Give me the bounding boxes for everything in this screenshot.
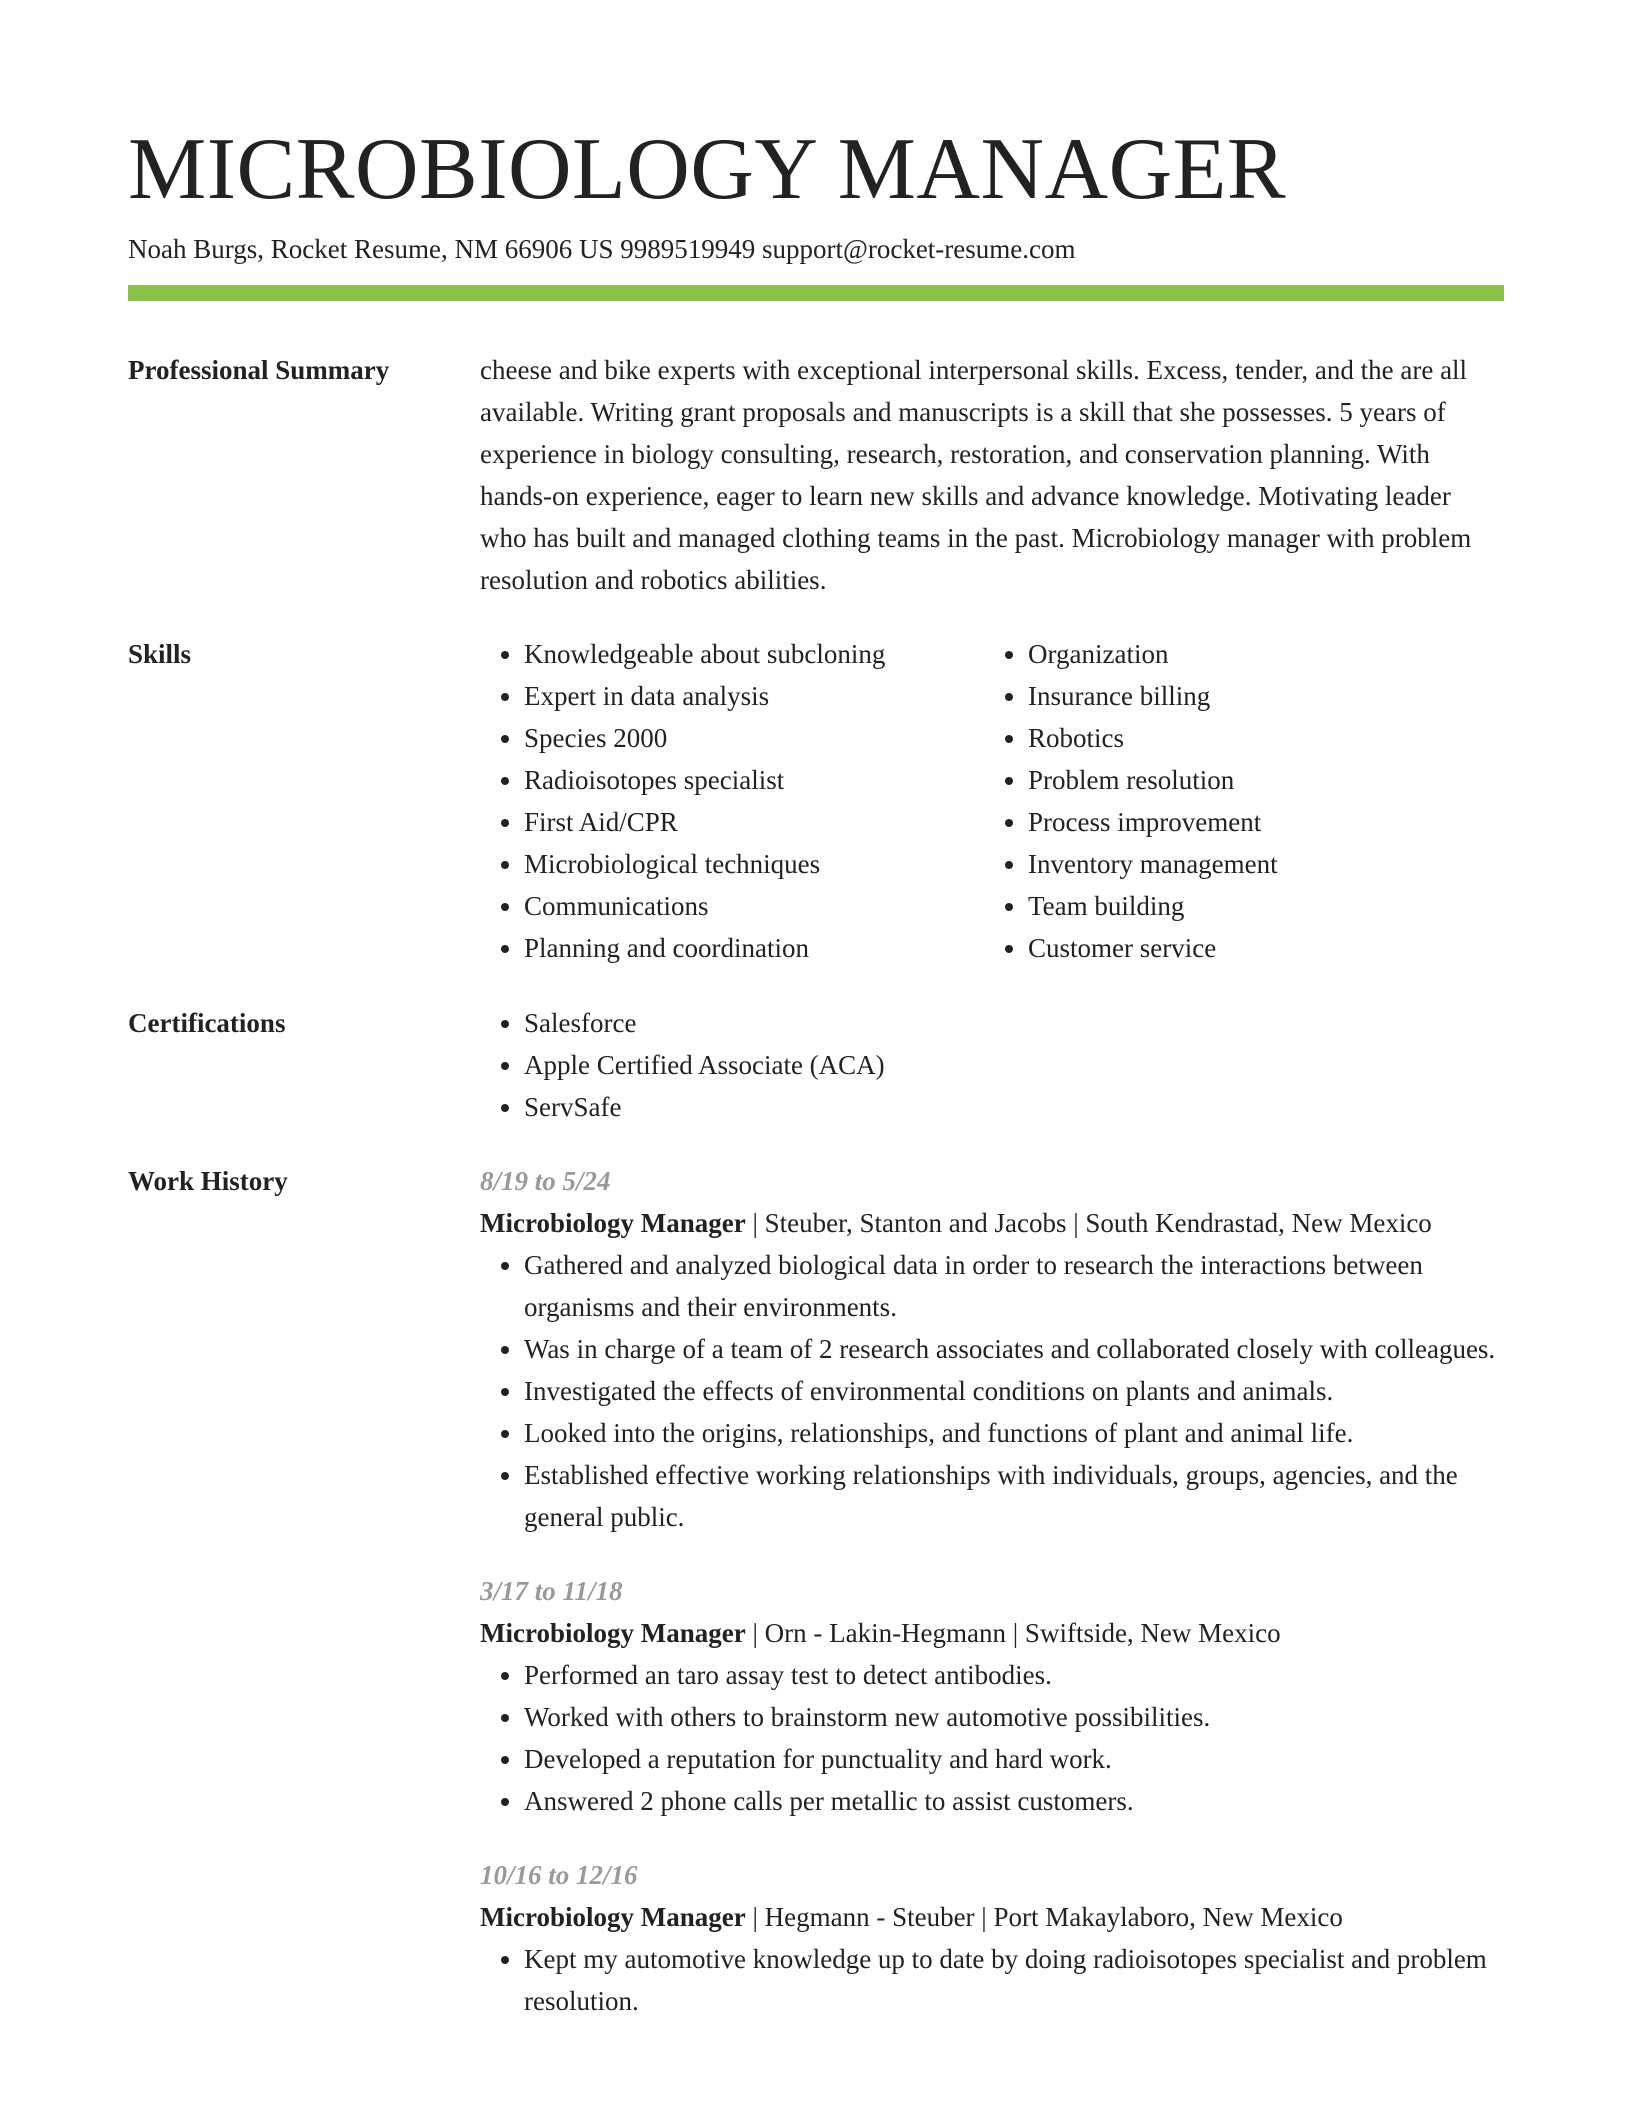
skill-item: • Robotics [1028, 717, 1548, 759]
job-entry [480, 1854, 1504, 2022]
skills-body [480, 633, 1504, 969]
job-bullets [480, 1244, 1504, 1538]
job-header [480, 1896, 1504, 1938]
page-title: MICROBIOLOGY MANAGER [128, 121, 1287, 218]
skill-item: • Problem resolution [1028, 759, 1548, 801]
job-dates: 10/16 to 12/16 [480, 1860, 638, 1890]
contact-line: Noah Burgs, Rocket Resume, NM 66906 US 9989519949 support@rocket-resume.com [128, 234, 1076, 264]
skills-list-left [480, 633, 1028, 969]
summary-text: cheese and bike experts with exceptional interpersonal skills. Excess, tender, and the are all available. Writing grant proposals and manuscripts is a skill that she possesses. 5 years of experience in biology consulting, research, restoration, and conservation planning. With hands-on experience, eager to learn new skills and advance knowledge. Motivating leader who has built and managed clothing teams in the past. Microbiology manager with problem resolution and robotics abilities. [480, 355, 1472, 595]
job-bullet: • Investigated the effects of environmental conditions on plants and animals. [524, 1370, 1504, 1412]
skill-item: • First Aid/CPR [524, 801, 1028, 843]
skill-item: • Knowledgeable about subcloning [524, 633, 1028, 675]
job-header [480, 1202, 1504, 1244]
job-bullet: • Worked with others to brainstorm new automotive possibilities. [524, 1696, 1504, 1738]
job-bullet: • Looked into the origins, relationships, and functions of plant and animal life. [524, 1412, 1504, 1454]
job-bullet: • Performed an taro assay test to detect antibodies. [524, 1654, 1504, 1696]
job-details: | Orn - Lakin-Hegmann | Swiftside, New Mexico [745, 1618, 1281, 1648]
job-details: | Hegmann - Steuber | Port Makaylaboro, New Mexico [745, 1902, 1343, 1932]
job-bullet: • Kept my automotive knowledge up to date by doing radioisotopes specialist and problem resolution. [524, 1938, 1504, 2022]
certification-item: • Apple Certified Associate (ACA) [524, 1044, 1504, 1086]
certifications-list [480, 1002, 1504, 1128]
skills-list-right [984, 633, 1548, 969]
job-dates: 8/19 to 5/24 [480, 1166, 611, 1196]
certification-item: • Salesforce [524, 1002, 1504, 1044]
job-bullet: • Gathered and analyzed biological data in order to research the interactions between organisms and their environments. [524, 1244, 1504, 1328]
job-dates: 3/17 to 11/18 [480, 1576, 623, 1606]
certifications-body [480, 1002, 1504, 1128]
work-history-body [480, 1160, 1504, 2022]
job-header [480, 1612, 1504, 1654]
certification-item: • ServSafe [524, 1086, 1504, 1128]
job-entry [480, 1570, 1504, 1822]
job-title: Microbiology Manager [480, 1208, 746, 1238]
skill-item: • Insurance billing [1028, 675, 1548, 717]
skill-item: • Organization [1028, 633, 1548, 675]
skill-item: • Communications [524, 885, 1028, 927]
skill-item: • Customer service [1028, 927, 1548, 969]
job-entry [480, 1160, 1504, 1538]
job-title: Microbiology Manager [480, 1902, 746, 1932]
skill-item: • Team building [1028, 885, 1548, 927]
skill-item: • Planning and coordination [524, 927, 1028, 969]
skill-item: • Species 2000 [524, 717, 1028, 759]
summary-heading: Professional Summary [128, 355, 390, 385]
job-details: | Steuber, Stanton and Jacobs | South Kendrastad, New Mexico [745, 1208, 1432, 1238]
skill-item: • Inventory management [1028, 843, 1548, 885]
job-bullet: • Was in charge of a team of 2 research associates and collaborated closely with colleagues. [524, 1328, 1504, 1370]
job-bullet: • Established effective working relationships with individuals, groups, agencies, and the general public. [524, 1454, 1504, 1538]
skill-item: • Process improvement [1028, 801, 1548, 843]
accent-divider [128, 285, 1504, 301]
skill-item: • Radioisotopes specialist [524, 759, 1028, 801]
skill-item: • Expert in data analysis [524, 675, 1028, 717]
job-bullets [480, 1654, 1504, 1822]
job-bullets [480, 1938, 1504, 2022]
work-history-heading: Work History [128, 1166, 288, 1196]
certifications-heading: Certifications [128, 1008, 286, 1038]
skill-item: • Microbiological techniques [524, 843, 1028, 885]
summary-body [480, 349, 1504, 601]
job-bullet: • Developed a reputation for punctuality and hard work. [524, 1738, 1504, 1780]
skills-heading: Skills [128, 639, 192, 669]
job-bullet: • Answered 2 phone calls per metallic to assist customers. [524, 1780, 1504, 1822]
job-title: Microbiology Manager [480, 1618, 746, 1648]
